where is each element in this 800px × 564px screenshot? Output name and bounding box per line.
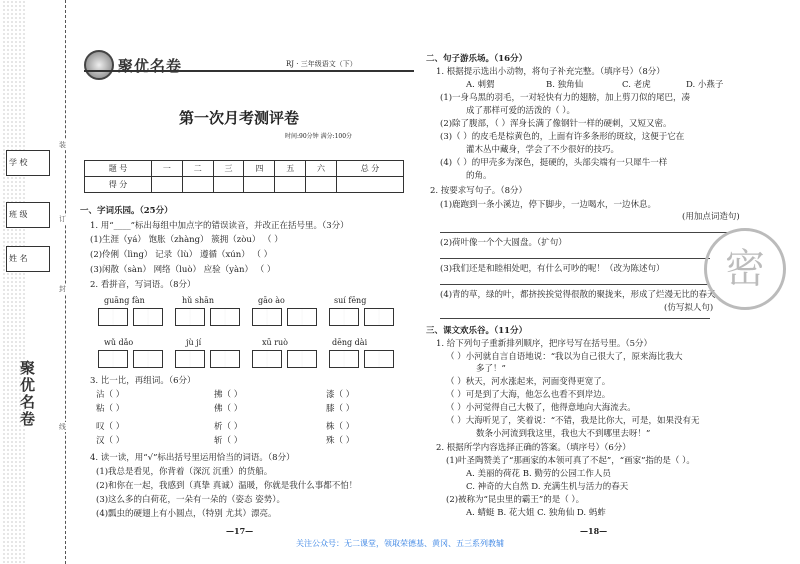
question: 3. 比一比，再组词。（6分） bbox=[90, 376, 196, 386]
question-line: (3)闲散（sàn） 网络（luò） 应验（yàn） （ ） bbox=[90, 265, 276, 275]
compare-item: 粘（ ） bbox=[96, 404, 125, 414]
compare-item: 佛（ ） bbox=[214, 404, 243, 414]
compare-item: 斩（ ） bbox=[214, 436, 243, 446]
page-number: —17— bbox=[226, 526, 254, 536]
question: 2. 根据所学内容选择正确的答案。（填序号）（6分） bbox=[436, 443, 631, 453]
question-line: （ ）小河就自言自语地说：“我以为自己很大了，原来海比我大 bbox=[446, 352, 683, 362]
question-line: 成了那样可爱的活泼的（ ）。 bbox=[466, 106, 575, 116]
compare-item: 漆（ ） bbox=[326, 390, 355, 400]
question-line: (1)一身乌黑的羽毛，一对轻快有力的翅膀，加上剪刀似的尾巴，凑 bbox=[440, 93, 691, 103]
logo-icon bbox=[84, 50, 114, 80]
name-field[interactable]: 姓 名 bbox=[6, 246, 50, 272]
question-line: (2)荷叶像一个个大圆盘。（扩句） bbox=[440, 238, 567, 248]
question: 1. 根据提示选出小动物，将句子补充完整。（填序号）（8分） bbox=[436, 67, 665, 77]
table-row: 题 号 一 二 三 四 五 六 总 分 bbox=[85, 161, 404, 177]
question-line: (2)和你在一起，我感到（真挚 真诚）温暖，你就是我什么事都不怕！ bbox=[96, 481, 358, 491]
pinyin: hǔ shān bbox=[182, 296, 215, 305]
question-line: (3)（ ）的皮毛是棕黄色的，上面有许多条形的斑纹，这便于它在 bbox=[440, 132, 685, 142]
question-line: (3)这么多的白荷花，一朵有一朵的（姿态 姿势）。 bbox=[96, 495, 285, 505]
question-line: (1)我总是看见，你背着（深沉 沉重）的货船。 bbox=[96, 467, 273, 477]
question: 1. 给下列句子重新排列顺序，把序号写在括号里。（5分） bbox=[436, 339, 652, 349]
option: C. 老虎 bbox=[622, 80, 651, 90]
writing-grid[interactable] bbox=[98, 350, 399, 368]
question-line: (4)青的草，绿的叶，都挤挨挨觉得很散的聚拢来，形成了烂漫无比的春天。 bbox=[440, 290, 725, 300]
writing-grid[interactable] bbox=[98, 308, 399, 326]
pinyin: guāng fàn bbox=[104, 296, 145, 305]
question-line: A. 美丽的荷花 B. 勤劳的公园工作人员 bbox=[466, 469, 611, 479]
option: D. 小燕子 bbox=[686, 80, 724, 90]
binding-mark: 封 bbox=[59, 285, 66, 293]
compare-item: 株（ ） bbox=[326, 422, 355, 432]
brand-name: 聚优名卷 bbox=[118, 56, 183, 75]
secret-stamp: 密 bbox=[704, 228, 786, 310]
question-line: 数条小河流到我这里，我也大不到哪里去呀！” bbox=[476, 429, 651, 439]
page-title: 第一次月考测评卷 bbox=[178, 109, 299, 127]
question-line: (2)伶俐（lìng） 记录（lù） 遵循（xún） （ ） bbox=[90, 250, 273, 260]
question: 4. 读一读，用“√”标出括号里运用恰当的词语。（8分） bbox=[90, 453, 295, 463]
answer-line[interactable] bbox=[440, 284, 710, 285]
answer-line[interactable] bbox=[440, 232, 730, 233]
page-number: —18— bbox=[580, 526, 608, 536]
question-line: (2)除了腹部，（ ）浑身长满了像钢针一样的硬刺，又短又密。 bbox=[440, 119, 672, 129]
question-line: 多了！” bbox=[476, 364, 506, 374]
compare-item: 沾（ ） bbox=[96, 390, 125, 400]
question-hint: (用加点词造句) bbox=[682, 212, 740, 222]
question-line: (3)我们还是和睦相处吧，有什么可吵的呢！（改为陈述句） bbox=[440, 264, 665, 274]
binding-mark: 线 bbox=[59, 423, 66, 431]
answer-line[interactable] bbox=[440, 318, 710, 319]
compare-item: 汉（ ） bbox=[96, 436, 125, 446]
question-line: C. 神奇的大自然 D. 充满生机与活力的春天 bbox=[466, 482, 629, 492]
table-row: 得 分 bbox=[85, 177, 404, 193]
grade-label: RJ · 三年级语文（下） bbox=[286, 60, 357, 68]
question-line: （ ）秋天，河水涨起来，河面变得更宽了。 bbox=[446, 377, 611, 387]
compare-item: 拂（ ） bbox=[214, 390, 243, 400]
compare-item: 叹（ ） bbox=[96, 422, 125, 432]
option: B. 独角仙 bbox=[546, 80, 584, 90]
question-line: (4)瓢虫的硬翅上有小圆点，（特别 尤其）漂亮。 bbox=[96, 509, 277, 519]
section-heading: 一、字词乐园。（25分） bbox=[80, 206, 173, 216]
option: A. 刺猬 bbox=[466, 80, 495, 90]
question: 1. 用“____”标出每组中加点字的错误读音，并改正在括号里。（3分） bbox=[90, 221, 349, 231]
question-line: (1)鹿跑到一条小溪边，停下脚步，一边喝水，一边休息。 bbox=[440, 200, 657, 210]
question-hint: (仿写拟人句) bbox=[664, 303, 714, 313]
question-line: (1)生涯（yá） 饱胀（zhàng） 簇拥（zòu） （ ） bbox=[90, 235, 283, 245]
question-line: （ ）可是到了大海，他怎么也看不到岸边。 bbox=[446, 390, 611, 400]
pinyin: wǔ dǎo bbox=[104, 338, 134, 347]
question-line: (4)（ ）的甲壳多为深色，挺硬的，头部尖端有一只犀牛一样 bbox=[440, 158, 668, 168]
question: 2. 按要求写句子。（8分） bbox=[430, 186, 527, 196]
question-line: A. 蜻蜓 B. 花大姐 C. 独角仙 D. 蚂蚱 bbox=[466, 508, 606, 518]
question-line: （ ）大海听见了，笑着说：“不错，我是比你大，可是，如果没有无 bbox=[446, 416, 700, 426]
side-brand: 聚优名卷 bbox=[18, 360, 36, 428]
pinyin: jù jí bbox=[186, 338, 202, 347]
pinyin: suí fēng bbox=[334, 296, 367, 305]
class-field[interactable]: 班 级 bbox=[6, 202, 50, 228]
question-line: (2)被称为“昆虫里的霸王”的是（ ）。 bbox=[446, 495, 585, 505]
time-info: 时间:90分钟 满分:100分 bbox=[285, 133, 353, 140]
question: 2. 看拼音，写词语。（8分） bbox=[90, 280, 196, 290]
pinyin: gāo ào bbox=[258, 296, 285, 305]
header-rule bbox=[84, 70, 414, 72]
compare-item: 析（ ） bbox=[214, 422, 243, 432]
section-heading: 三、课文欢乐谷。（11分） bbox=[426, 326, 528, 336]
binding-margin bbox=[0, 0, 66, 564]
brand-logo bbox=[84, 50, 182, 80]
answer-line[interactable] bbox=[440, 258, 710, 259]
footer-notice[interactable]: 关注公众号：无二课堂，领取荣德基、黄冈、五三系列教辅 bbox=[296, 539, 504, 548]
pinyin: dēng dài bbox=[332, 338, 368, 347]
school-field[interactable]: 学 校 bbox=[6, 150, 50, 176]
binding-mark: 订 bbox=[59, 215, 66, 223]
question-line: 的角。 bbox=[466, 171, 492, 181]
binding-mark: 装 bbox=[59, 141, 66, 149]
pinyin: xū ruò bbox=[262, 338, 288, 347]
question-line: 灌木丛中藏身，学会了不少很好的技巧。 bbox=[466, 145, 620, 155]
question-line: （ ）小河觉得自己大极了，他得意地向大海流去。 bbox=[446, 403, 636, 413]
score-table bbox=[84, 160, 404, 193]
compare-item: 膝（ ） bbox=[326, 404, 355, 414]
compare-item: 殊（ ） bbox=[326, 436, 355, 446]
section-heading: 二、句子游乐场。（16分） bbox=[426, 54, 528, 64]
question-line: (1)叶圣陶赞美了“那画家的本领可真了不起”，“画家”指的是（ ）。 bbox=[446, 456, 695, 466]
